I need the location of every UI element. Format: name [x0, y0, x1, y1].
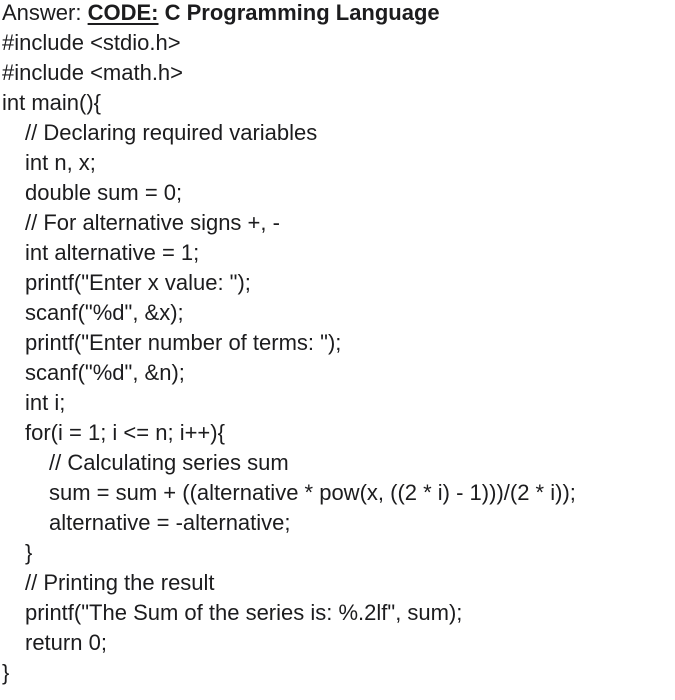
- code-line-main-close: }: [2, 660, 10, 685]
- code-line-main-open: int main(){: [2, 90, 102, 115]
- code-line-comment-vars: // Declaring required variables: [25, 120, 318, 145]
- code-label: CODE:: [87, 0, 159, 25]
- code-line-include-stdio: #include <stdio.h>: [2, 30, 181, 55]
- answer-heading: [2, 0, 440, 28]
- code-line-printf-result: printf("The Sum of the series is: %.2lf", sum);: [25, 600, 463, 625]
- code-line-for-close: }: [25, 540, 33, 565]
- code-line-comment-signs: // For alternative signs +, -: [25, 210, 280, 235]
- code-line-comment-series: // Calculating series sum: [49, 450, 289, 475]
- language-label: C Programming Language: [164, 0, 440, 25]
- code-line-scanf-n: scanf("%d", &n);: [25, 360, 185, 385]
- code-line-printf-x: printf("Enter x value: ");: [25, 270, 251, 295]
- code-line-include-math: #include <math.h>: [2, 60, 184, 85]
- code-line-comment-result: // Printing the result: [25, 570, 215, 595]
- code-line-scanf-x: scanf("%d", &x);: [25, 300, 184, 325]
- code-line-sum-update: sum = sum + ((alternative * pow(x, ((2 * i) - 1)))/(2 * i));: [49, 480, 576, 505]
- code-line-alt-flip: alternative = -alternative;: [49, 510, 291, 535]
- code-line-decl-n-x: int n, x;: [25, 150, 96, 175]
- code-line-decl-sum: double sum = 0;: [25, 180, 183, 205]
- code-line-return: return 0;: [25, 630, 107, 655]
- answer-label: Answer:: [2, 0, 82, 25]
- code-line-decl-i: int i;: [25, 390, 66, 415]
- code-line-printf-n: printf("Enter number of terms: ");: [25, 330, 342, 355]
- code-line-for-open: for(i = 1; i <= n; i++){: [25, 420, 225, 445]
- code-line-decl-alt: int alternative = 1;: [25, 240, 200, 265]
